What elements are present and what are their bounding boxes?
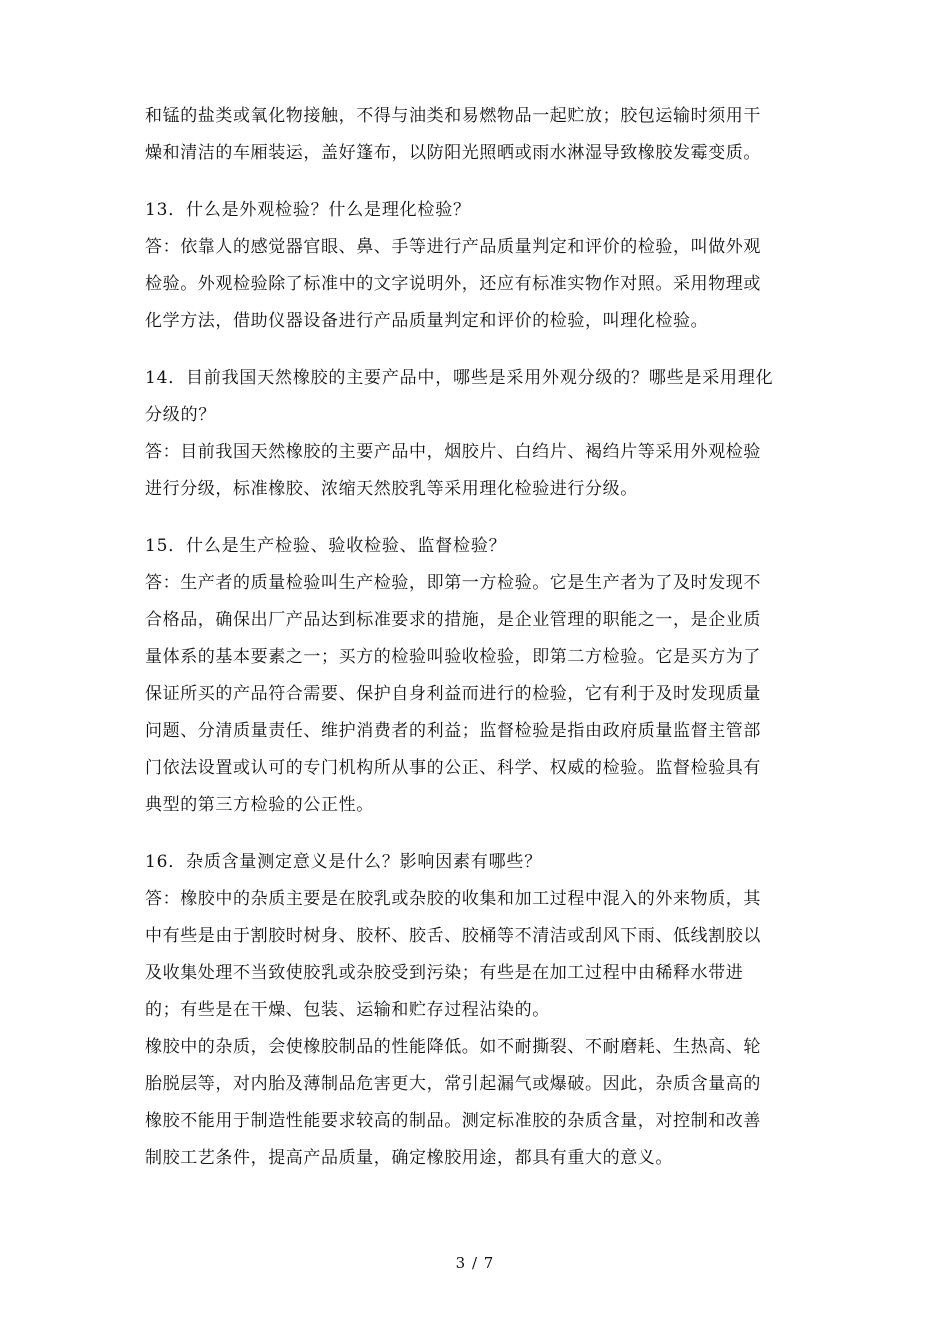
question-heading: 14．目前我国天然橡胶的主要产品中，哪些是采用外观分级的？哪些是采用理化 [145,368,774,388]
answer-line: 及收集处理不当致使胶乳或杂胶受到污染；有些是在加工过程中由稀释水带进 [145,963,744,983]
answer-line: 答：橡胶中的杂质主要是在胶乳或杂胶的收集和加工过程中混入的外来物质，其 [145,889,761,909]
answer-line: 答：依靠人的感觉器官眼、鼻、手等进行产品质量判定和评价的检验，叫做外观 [145,237,761,257]
answer-line: 中有些是由于割胶时树身、胶杯、胶舌、胶桶等不清洁或刮风下雨、低线割胶以 [145,926,761,946]
answer-line: 橡胶中的杂质，会使橡胶制品的性能降低。如不耐撕裂、不耐磨耗、生热高、轮 [145,1037,761,1057]
intro-line: 和锰的盐类或氧化物接触，不得与油类和易燃物品一起贮放；胶包运输时须用干 [145,106,761,126]
paragraph-gap [145,508,813,528]
answer-line: 化学方法，借助仪器设备进行产品质量判定和评价的检验，叫理化检验。 [145,311,709,331]
question-16 [145,844,813,1177]
answer-line: 答：生产者的质量检验叫生产检验，即第一方检验。它是生产者为了及时发现不 [145,573,761,593]
answer-line: 制胶工艺条件，提高产品质量，确定橡胶用途，都具有重大的意义。 [145,1148,673,1168]
answer-line: 检验。外观检验除了标准中的文字说明外，还应有标准实物作对照。采用物理或 [145,274,761,294]
answer-line: 橡胶不能用于制造性能要求较高的制品。测定标准胶的杂质含量，对控制和改善 [145,1111,761,1131]
question-heading: 15．什么是生产检验、验收检验、监督检验？ [145,536,507,556]
paragraph-gap [145,824,813,844]
answer-line: 典型的第三方检验的公正性。 [145,795,374,815]
answer-line: 问题、分清质量责任、维护消费者的利益；监督检验是指由政府质量监督主管部 [145,721,761,741]
page-number: 3 / 7 [455,1254,495,1272]
answer-line: 的；有些是在干燥、包装、运输和贮存过程沾染的。 [145,1000,550,1020]
question-14 [145,360,813,508]
answer-line: 门依法设置或认可的专门机构所从事的公正、科学、权威的检验。监督检验具有 [145,758,761,778]
answer-line: 胎脱层等，对内胎及薄制品危害更大，常引起漏气或爆破。因此，杂质含量高的 [145,1074,761,1094]
answer-line: 进行分级，标准橡胶、浓缩天然胶乳等采用理化检验进行分级。 [145,479,638,499]
answer-line: 合格品，确保出厂产品达到标准要求的措施，是企业管理的职能之一，是企业质 [145,610,761,630]
paragraph-gap [145,172,813,192]
document-body [145,98,813,1177]
intro-paragraph [145,98,813,172]
answer-line: 量体系的基本要素之一；买方的检验叫验收检验，即第二方检验。它是买方为了 [145,647,761,667]
question-13 [145,192,813,340]
answer-line: 答：目前我国天然橡胶的主要产品中，烟胶片、白绉片、褐绉片等采用外观检验 [145,442,761,462]
intro-line: 燥和清洁的车厢装运，盖好篷布，以防阳光照晒或雨水淋湿导致橡胶发霉变质。 [145,143,761,163]
paragraph-gap [145,340,813,360]
question-15 [145,528,813,824]
question-heading: 13．什么是外观检验？什么是理化检验？ [145,200,471,220]
answer-line: 保证所买的产品符合需要、保护自身利益而进行的检验，它有利于及时发现质量 [145,684,761,704]
question-heading: 分级的？ [145,405,217,425]
question-heading: 16．杂质含量测定意义是什么？影响因素有哪些？ [145,852,543,872]
